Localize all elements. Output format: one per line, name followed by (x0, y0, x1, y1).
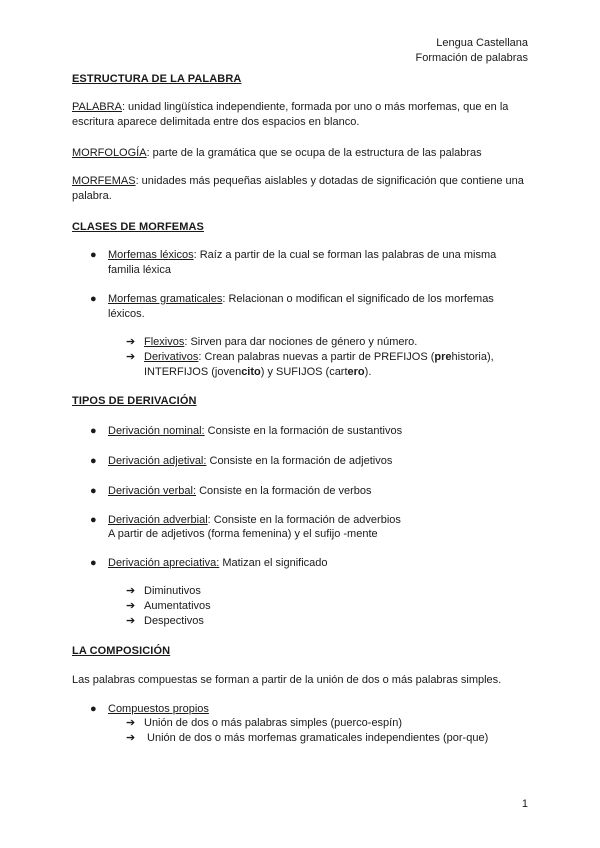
arrow-icon: ➔ (126, 585, 136, 597)
term-sep: : (121, 101, 125, 113)
term: Derivación adverbial (108, 514, 208, 526)
term-sep: : (222, 293, 226, 305)
arrow-icon: ➔ (126, 717, 136, 729)
section-title-clases: CLASES DE MORFEMAS (72, 221, 204, 233)
definition-morfemas (72, 174, 532, 204)
bullet-icon: ● (90, 293, 97, 305)
term: Morfemas gramaticales (108, 293, 223, 305)
term: Compuestos propios (108, 703, 209, 715)
section-title-estructura: ESTRUCTURA DE LA PALABRA (72, 73, 242, 85)
sublist-item-despectivos: Despectivos (144, 615, 204, 627)
sublist-item-derivativos-line2 (144, 365, 534, 380)
term: Flexivos (144, 336, 185, 348)
term: Derivación verbal: (108, 485, 197, 497)
item-text: Matizan el significado (219, 557, 328, 569)
definition-palabra (72, 100, 532, 130)
bullet-icon: ● (90, 703, 97, 715)
item-text: Consiste en la formación de verbos (196, 485, 372, 497)
term-sep: : (135, 175, 139, 187)
term: MORFOLOGÍA (72, 147, 147, 159)
page-number: 1 (521, 798, 528, 810)
list-item-derivacion-verbal (108, 484, 528, 499)
section-title-composicion: LA COMPOSICIÓN (72, 645, 171, 657)
term: Derivación nominal: (108, 425, 205, 437)
sublist-item-morfemas-gramaticales: Unión de dos o más morfemas gramaticales independientes (por-que) (144, 732, 489, 744)
list-item-derivacion-adverbial-line2: A partir de adjetivos (forma femenina) y el sufijo -mente (108, 528, 378, 540)
term: Derivativos (144, 351, 199, 363)
item-text: Relacionan o modifican el significado de los morfemas léxicos. (108, 293, 494, 320)
term: Derivación apreciativa: (108, 557, 220, 569)
list-item-morfemas-lexicos (108, 248, 528, 278)
term: MORFEMAS (72, 175, 136, 187)
bullet-icon: ● (90, 425, 97, 437)
bold-morpheme: ero (347, 366, 365, 378)
definition-text: unidad lingüística independiente, formada por uno o más morfemas, que en la escritura aparece delimitada entre dos espacios en blanco. (72, 101, 509, 128)
list-item-derivacion-adjetival (108, 454, 528, 469)
list-item-compuestos-propios (108, 702, 528, 717)
definition-text: parte de la gramática que se ocupa de la estructura de las palabras (149, 147, 482, 159)
definition-text: unidades más pequeñas aislables y dotadas de significación que contiene una palabra. (72, 175, 524, 202)
header-topic: Formación de palabras (415, 52, 528, 64)
item-text: : Sirven para dar nociones de género y número. (184, 336, 418, 348)
arrow-icon: ➔ (126, 351, 136, 363)
term-sep: : (146, 147, 150, 159)
item-text: Consiste en la formación de sustantivos (204, 425, 403, 437)
item-text: : Consiste en la formación de adverbios (207, 514, 401, 526)
section-title-derivacion: TIPOS DE DERIVACIÓN (72, 395, 197, 407)
arrow-icon: ➔ (126, 732, 136, 744)
item-text: : Crean palabras nuevas a partir de PREFIJOS ( (198, 351, 435, 363)
bold-morpheme: pre (434, 351, 452, 363)
header-course: Lengua Castellana (436, 37, 528, 49)
item-text: INTERFIJOS (joven (144, 366, 242, 378)
item-text: ). (364, 366, 372, 378)
list-item-morfemas-gramaticales (108, 292, 528, 322)
term: Derivación adjetival: (108, 455, 207, 467)
arrow-icon: ➔ (126, 615, 136, 627)
arrow-icon: ➔ (126, 336, 136, 348)
arrow-icon: ➔ (126, 600, 136, 612)
bullet-icon: ● (90, 485, 97, 497)
sublist-item-flexivos (144, 335, 534, 350)
term-sep: : (193, 249, 197, 261)
list-item-derivacion-adverbial (108, 513, 528, 528)
definition-morfologia (72, 146, 532, 161)
sublist-item-palabras-simples: Unión de dos o más palabras simples (puerco-espín) (144, 717, 403, 729)
composicion-intro: Las palabras compuestas se forman a partir de la unión de dos o más palabras simples. (72, 674, 502, 686)
term: Morfemas léxicos (108, 249, 194, 261)
sublist-item-derivativos (144, 350, 534, 365)
item-text: Consiste en la formación de adjetivos (206, 455, 393, 467)
bullet-icon: ● (90, 557, 97, 569)
item-text: historia), (451, 351, 494, 363)
term: PALABRA (72, 101, 122, 113)
item-text: ) y SUFIJOS (cart (260, 366, 348, 378)
sublist-item-aumentativos: Aumentativos (144, 600, 211, 612)
item-text: Raíz a partir de la cual se forman las palabras de una misma familia léxica (108, 249, 497, 276)
list-item-derivacion-nominal (108, 424, 528, 439)
list-item-derivacion-apreciativa (108, 556, 528, 571)
bullet-icon: ● (90, 514, 97, 526)
bullet-icon: ● (90, 455, 97, 467)
sublist-item-diminutivos: Diminutivos (144, 585, 201, 597)
bold-morpheme: cito (241, 366, 261, 378)
bullet-icon: ● (90, 249, 97, 261)
